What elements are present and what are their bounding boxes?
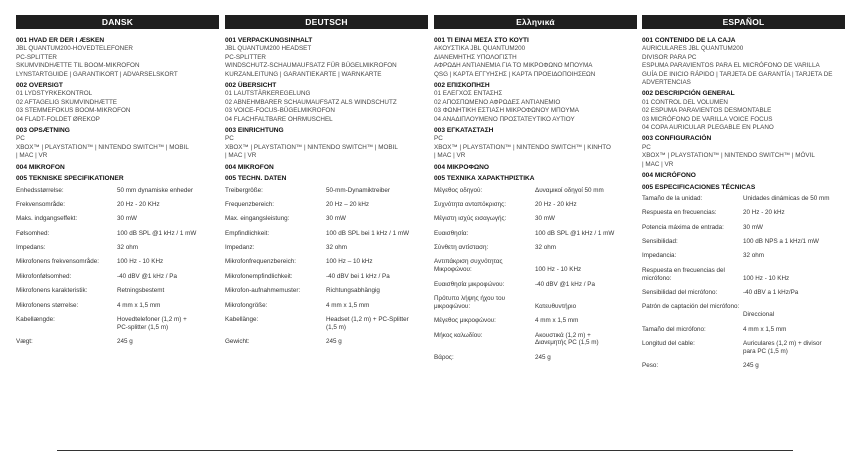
section-line: 03 MICRÓFONO DE VARILLA VOICE FOCUS [642, 115, 773, 123]
section-line: XBOX™ | PLAYSTATION™ | NINTENDO SWITCH™ | MOBIL [225, 143, 398, 151]
spec-label: Kabellængde: [16, 316, 55, 324]
spec-label: Vægt: [16, 338, 33, 346]
spec-table [642, 195, 845, 370]
section-line: 01 ΕΛΕΓΧΟΣ ΕΝΤΑΣΗΣ [434, 90, 503, 98]
spec-value-line: PC-splitter (1,5 m) [117, 323, 169, 331]
spec-value [326, 287, 428, 295]
spec-value [535, 332, 637, 348]
spec-value-line: 100 dB SPL @1 kHz / 1 mW [117, 229, 197, 237]
spec-row [434, 317, 637, 325]
spec-row [434, 258, 637, 274]
spec-value-line: 4 mm x 1,5 mm [326, 301, 370, 309]
spec-value-line [743, 303, 845, 311]
section-heading: 001 CONTENIDO DE LA CAJA [642, 37, 736, 44]
section-line: ADVERTENCIAS [642, 79, 691, 87]
spec-value-line: Retningsbestemt [117, 287, 165, 295]
spec-row [434, 230, 637, 238]
spec-label: Μέγιστη ισχύς εισαγωγής: [434, 215, 507, 223]
section-heading: 004 MICRÓFONO [642, 172, 696, 180]
spec-value-line: Hovedtelefoner (1,2 m) + [117, 316, 187, 324]
spec-value [743, 238, 845, 246]
section-line: | MAC | VR [16, 152, 48, 160]
spec-row [434, 201, 637, 209]
section-line: ΑΦΡΩΔΗ ΑΝΤΙΑΝΕΜΙΑ ΓΙΑ ΤΟ ΜΙΚΡΟΦΩΝΟ ΜΠΟΥΜΑ [434, 62, 593, 70]
spec-label: Potencia máxima de entrada: [642, 223, 724, 231]
section-line: PC [434, 135, 443, 143]
section-line: | MAC | VR [225, 152, 257, 160]
spec-label: Treibergröße: [225, 186, 263, 194]
column-espanol [642, 15, 845, 370]
spec-value-line: 100 Hz - 10 KHz [743, 274, 790, 282]
spec-value [535, 354, 637, 362]
spec-value-line: 50 mm dynamiske enheder [117, 186, 193, 194]
spec-value [326, 273, 428, 281]
spec-value [117, 258, 219, 266]
spec-row [16, 230, 219, 238]
spec-row [642, 267, 845, 283]
spec-row [642, 326, 845, 334]
spec-label: Mikrofonens karakteristik: [16, 287, 88, 295]
section-heading: 005 ESPECIFICACIONES TÉCNICAS [642, 183, 756, 191]
section-heading: 005 ΤΕΧΝΙΚΑ ΧΑΡΑΚΤΗΡΙΣΤΙΚΑ [434, 175, 535, 183]
spec-value-line: 245 g [326, 338, 342, 346]
spec-label: Συχνότητα ανταπόκρισης: [434, 200, 506, 208]
spec-row [434, 187, 637, 195]
spec-row [642, 209, 845, 217]
bottom-divider [57, 450, 793, 451]
section-heading: 004 ΜΙΚΡΟΦΩΝΟ [434, 163, 490, 171]
spec-value-line: 100 dB SPL bei 1 kHz / 1 mW [326, 229, 410, 237]
spec-label: Tamaño de la unidad: [642, 194, 703, 202]
spec-row [225, 244, 428, 252]
spec-value-line: 100 dB SPL @1 kHz / 1 mW [535, 229, 615, 237]
section-heading: 002 DESCRIPCIÓN GENERAL [642, 90, 735, 98]
spec-value [117, 338, 219, 346]
spec-value-line: 30 mW [326, 215, 346, 223]
spec-value-line [535, 258, 637, 266]
section-line: GUÍA DE INICIO RÁPIDO | TARJETA DE GARANTÍA | TARJETA DE [642, 70, 833, 78]
spec-value [326, 258, 428, 266]
language-header: DANSK [16, 15, 219, 29]
spec-label: Impedans: [16, 244, 46, 252]
spec-value [326, 316, 428, 332]
spec-value [743, 326, 845, 334]
section-line: XBOX™ | PLAYSTATION™ | NINTENDO SWITCH™ | MOBIL [16, 143, 189, 151]
spec-value-line: 245 g [743, 362, 759, 370]
spec-value-line: -40 dBV @1 kHz / Pa [117, 272, 177, 280]
spec-value-line: Διανεμητής PC (1,5 m) [535, 339, 599, 347]
section-line: ΔΙΑΝΕΜΗΤΗΣ ΥΠΟΛΟΓΙΣΤΗ [434, 53, 517, 61]
section-line: 01 LAUTSTÄRKEREGELUNG [225, 90, 311, 98]
section-line: XBOX™ | PLAYSTATION™ | NINTENDO SWITCH™ | MÓVIL [642, 152, 815, 160]
section-line: JBL QUANTUM200 HEADSET [225, 45, 312, 53]
spec-value [743, 252, 845, 260]
section-line: 04 COPA AURICULAR PLEGABLE EN PLANO [642, 124, 774, 132]
spec-value-line: Auriculares (1,2 m) + divisor [743, 340, 822, 348]
spec-table [434, 187, 637, 362]
spec-value-line: Headset (1,2 m) + PC-Splitter [326, 316, 409, 324]
spec-value-line: para PC (1,5 m) [743, 347, 788, 355]
spec-value-line: 4 mm x 1,5 mm [117, 301, 161, 309]
spec-value [535, 258, 637, 274]
spec-row [16, 287, 219, 295]
spec-label: Frequenzbereich: [225, 200, 275, 208]
spec-label: Kabellänge: [225, 316, 259, 324]
spec-value-line: 30 mW [743, 223, 763, 231]
spec-value-line: Richtungsabhängig [326, 287, 380, 295]
column-dansk [16, 15, 219, 346]
spec-value [326, 230, 428, 238]
spec-label: Ευαισθησία μικροφώνου: [434, 280, 505, 288]
spec-label: Μέγεθος μικροφώνου: [434, 317, 496, 325]
spec-value-line: 4 mm x 1,5 mm [535, 317, 579, 325]
spec-label: Μήκος καλωδίου: [434, 331, 483, 339]
section-line: JBL QUANTUM200-HOVEDTELEFONER [16, 45, 133, 53]
spec-value-line: 100 Hz - 10 KHz [535, 266, 582, 274]
section-line: XBOX™ | PLAYSTATION™ | NINTENDO SWITCH™ | ΚΙΝΗΤΟ [434, 143, 611, 151]
spec-row [225, 258, 428, 266]
spec-label: Maks. indgangseffekt: [16, 215, 78, 223]
spec-value-line: -40 dBV bei 1 kHz / Pa [326, 272, 390, 280]
spec-label: Patrón de captación del micrófono: [642, 303, 740, 311]
spec-label: Empfindlichkeit: [225, 229, 270, 237]
spec-value-line: 100 Hz – 10 kHz [326, 258, 373, 266]
spec-value [117, 287, 219, 295]
spec-value-line: 30 mW [535, 215, 555, 223]
spec-table [225, 187, 428, 347]
spec-value [117, 215, 219, 223]
spec-value-line: Direccional [743, 311, 775, 319]
spec-value-line: 32 ohm [743, 252, 765, 260]
spec-value-line: (1,5 m) [326, 323, 346, 331]
section-line: 03 VOICE-FOCUS-BÜGELMIKROFON [225, 107, 335, 115]
spec-value [535, 244, 637, 252]
section-line: 04 ΑΝΑΔΙΠΛΟΥΜΕΝΟ ΠΡΟΣΤΑΤΕΥΤΙΚΟ ΑΥΤΙΟΥ [434, 115, 575, 123]
spec-value [326, 338, 428, 346]
spec-label: Βάρος: [434, 353, 454, 361]
spec-row [225, 316, 428, 332]
spec-label: Mikrofongröße: [225, 301, 268, 309]
spec-label: Mikrofonfrequenzbereich: [225, 258, 297, 266]
spec-value-line: 20 Hz - 20 KHz [117, 200, 160, 208]
spec-row [642, 252, 845, 260]
section-line: KURZANLEITUNG | GARANTIEKARTE | WARNKARTE [225, 70, 382, 78]
spec-value-line: -40 dBV a 1 kHz/Pa [743, 289, 799, 297]
spec-label: Μέγεθος οδηγού: [434, 186, 483, 194]
spec-value [535, 295, 637, 311]
spec-label: Sensibilidad: [642, 238, 678, 246]
section-line: 02 ΑΠΟΣΠΩΜΕΝΟ ΑΦΡΩΔΕΣ ΑΝΤΙΑΝΕΜΙΟ [434, 98, 561, 106]
spec-row [16, 302, 219, 310]
section-line: LYNSTARTGUIDE | GARANTIKORT | ADVARSELSKORT [16, 70, 178, 78]
section-heading: 001 ΤΙ ΕΙΝΑΙ ΜΕΣΑ ΣΤΟ ΚΟΥΤΙ [434, 37, 529, 44]
spec-row [225, 273, 428, 281]
spec-row [225, 201, 428, 209]
spec-value [743, 267, 845, 283]
section-line: 03 STEMMEFOKUS BOOM-MIKROFON [16, 107, 131, 115]
spec-row [642, 224, 845, 232]
language-header: DEUTSCH [225, 15, 428, 29]
spec-value-line: Κατευθυντήριο [535, 302, 577, 310]
spec-row [434, 244, 637, 252]
spec-label: Peso: [642, 362, 659, 370]
spec-value-line: 30 mW [117, 215, 137, 223]
spec-label: Mikrofonempfindlichkeit: [225, 272, 293, 280]
spec-value [743, 303, 845, 319]
spec-value-line: 32 ohm [326, 244, 348, 252]
section-line: ESPUMA PARAVIENTOS PARA EL MICRÓFONO DE VARILLA [642, 62, 820, 70]
section-heading: 002 ΕΠΙΣΚΟΠΗΣΗ [434, 82, 490, 90]
spec-row [434, 295, 637, 311]
spec-row [642, 289, 845, 297]
spec-label: Mikrofon-aufnahmemuster: [225, 287, 301, 295]
spec-label: Longitud del cable: [642, 340, 695, 348]
spec-label: Impedancia: [642, 252, 677, 260]
spec-value-line: 20 Hz - 20 kHz [743, 209, 785, 217]
spec-row [434, 332, 637, 348]
spec-value [117, 201, 219, 209]
spec-value [535, 215, 637, 223]
spec-label: Mikrofonens størrelse: [16, 301, 79, 309]
section-line: PC [16, 135, 25, 143]
spec-value-line: 32 ohm [117, 244, 139, 252]
spec-value-line: 20 Hz – 20 kHz [326, 200, 370, 208]
spec-label: Frekvensområde: [16, 200, 65, 208]
section-line: SKUMVINDHÆTTE TIL BOOM-MIKROFON [16, 62, 140, 70]
spec-value [326, 215, 428, 223]
section-heading: 005 TECHN. DATEN [225, 175, 287, 183]
section-heading: 001 VERPACKUNGSINHALT [225, 37, 313, 44]
section-heading: 003 CONFIGURACIÓN [642, 135, 712, 143]
spec-row [225, 302, 428, 310]
spec-row [16, 244, 219, 252]
section-heading: 004 MIKROFON [225, 163, 274, 171]
section-line: PC-SPLITTER [16, 53, 57, 61]
language-header: ESPAÑOL [642, 15, 845, 29]
spec-label: Respuesta en frecuencias del micrófono: [642, 266, 725, 282]
spec-row [225, 187, 428, 195]
spec-row [642, 362, 845, 370]
section-line: 02 AFTAGELIG SKUMVINDHÆTTE [16, 98, 118, 106]
spec-row [16, 338, 219, 346]
section-line: 01 LYDSTYRKEKONTROL [16, 90, 93, 98]
spec-value-line: 4 mm x 1,5 mm [743, 325, 787, 333]
section-line: 01 CONTROL DEL VOLUMEN [642, 98, 728, 106]
section-heading: 003 EINRICHTUNG [225, 127, 284, 135]
spec-value [117, 230, 219, 238]
section-heading: 003 ΕΓΚΑΤΑΣΤΑΣΗ [434, 127, 494, 135]
spec-value [535, 187, 637, 195]
spec-label: Respuesta en frecuencias: [642, 209, 717, 217]
section-heading: 005 TEKNISKE SPECIFIKATIONER [16, 175, 124, 183]
section-heading: 004 MIKROFON [16, 163, 65, 171]
section-line: 03 ΦΩΝΗΤΙΚΗ ΕΣΤΙΑΣΗ ΜΙΚΡΟΦΩΝΟΥ ΜΠΟΥΜΑ [434, 107, 579, 115]
spec-value [535, 281, 637, 289]
spec-row [434, 215, 637, 223]
spec-value [117, 302, 219, 310]
spec-row [225, 230, 428, 238]
section-heading: 002 ÜBERSICHT [225, 82, 277, 90]
language-header: Ελληνικά [434, 15, 637, 29]
spec-value-line: Unidades dinámicas de 50 mm [743, 194, 830, 202]
spec-value-line: 100 Hz - 10 KHz [117, 258, 164, 266]
spec-label: Tamaño del micrófono: [642, 325, 706, 333]
section-line: AURICULARES JBL QUANTUM200 [642, 45, 744, 53]
spec-label: Ευαισθησία: [434, 229, 469, 237]
section-heading: 002 OVERSIGT [16, 82, 63, 90]
section-line: QSG | ΚΑΡΤΑ ΕΓΓΥΗΣΗΣ | ΚΑΡΤΑ ΠΡΟΕΙΔΟΠΟΙΗΣΕΩΝ [434, 70, 596, 78]
spec-label: Πρότυπο λήψης ήχου του μικροφώνου: [434, 295, 506, 310]
spec-row [642, 195, 845, 203]
spec-value [117, 273, 219, 281]
section-line: 02 ESPUMA PARAVIENTOS DESMONTABLE [642, 107, 772, 115]
spec-value-line: 245 g [117, 338, 133, 346]
spec-row [16, 273, 219, 281]
spec-value [743, 224, 845, 232]
spec-value-line: 50-mm-Dynamiktreiber [326, 186, 391, 194]
spec-value-line [743, 267, 845, 275]
spec-value [535, 317, 637, 325]
spec-row [642, 303, 845, 319]
spec-row [225, 215, 428, 223]
section-line: 04 FLADT-FOLDET ØREKOP [16, 115, 100, 123]
section-line: PC [225, 135, 234, 143]
section-line: | MAC | VR [434, 152, 466, 160]
spec-row [16, 316, 219, 332]
spec-value-line: Δυναμικοί οδηγοί 50 mm [535, 186, 604, 194]
spec-value-line: 100 dB NPS a 1 kHz/1 mW [743, 238, 819, 246]
spec-value-line: -40 dBV @1 kHz / Pa [535, 280, 595, 288]
spec-row [225, 338, 428, 346]
spec-value-line: 32 ohm [535, 244, 557, 252]
spec-label: Impedanz: [225, 244, 255, 252]
spec-value [326, 302, 428, 310]
spec-value-line: 245 g [535, 353, 551, 361]
spec-value [743, 362, 845, 370]
spec-label: Σύνθετη αντίσταση: [434, 244, 489, 252]
spec-value [743, 289, 845, 297]
spec-value-line: Ακουστικά (1,2 m) + [535, 331, 591, 339]
spec-label: Max. eingangsleistung: [225, 215, 290, 223]
spec-row [16, 201, 219, 209]
spec-value [535, 230, 637, 238]
spec-value [326, 187, 428, 195]
section-line: 02 ABNEHMBARER SCHAUMAUFSATZ ALS WINDSCHUTZ [225, 98, 397, 106]
spec-row [642, 340, 845, 356]
spec-value [535, 201, 637, 209]
section-line: PC [642, 143, 651, 151]
column-deutsch [225, 15, 428, 346]
spec-row [16, 215, 219, 223]
spec-label: Følsomhed: [16, 229, 50, 237]
section-line: | MAC | VR [642, 160, 674, 168]
section-heading: 001 HVAD ER DER I ÆSKEN [16, 37, 105, 44]
spec-row [434, 354, 637, 362]
section-line: ΑΚΟΥΣΤΙΚΑ JBL QUANTUM200 [434, 45, 526, 53]
spec-label: Mikrofonens frekvensområde: [16, 258, 99, 266]
section-heading: 003 OPSÆTNING [16, 127, 70, 135]
spec-table [16, 187, 219, 347]
spec-value [117, 187, 219, 195]
spec-row [225, 287, 428, 295]
spec-label: Αντιπάκριση συχνότητας Μικροφώνου: [434, 258, 503, 274]
spec-value [743, 195, 845, 203]
spec-value [326, 244, 428, 252]
spec-row [16, 258, 219, 266]
spec-value-line [535, 295, 637, 303]
column-greek [434, 15, 637, 362]
spec-row [16, 187, 219, 195]
spec-row [642, 238, 845, 246]
spec-value [743, 340, 845, 356]
spec-label: Sensibilidad del micrófono: [642, 289, 718, 297]
spec-value [326, 201, 428, 209]
section-line: 04 FLACHFALTBARE OHRMUSCHEL [225, 115, 333, 123]
spec-label: Mikrofonfølsomhed: [16, 272, 72, 280]
spec-row [434, 281, 637, 289]
section-line: PC-SPLITTER [225, 53, 266, 61]
spec-value [117, 244, 219, 252]
spec-value [743, 209, 845, 217]
section-line: DIVISOR PARA PC [642, 53, 697, 61]
spec-label: Gewicht: [225, 338, 250, 346]
section-line: WINDSCHUTZ-SCHAUMAUFSATZ FÜR BÜGELMIKROFON [225, 62, 397, 70]
spec-label: Enhedsstørrelse: [16, 186, 64, 194]
spec-value-line: 20 Hz - 20 kHz [535, 200, 577, 208]
spec-value [117, 316, 219, 332]
